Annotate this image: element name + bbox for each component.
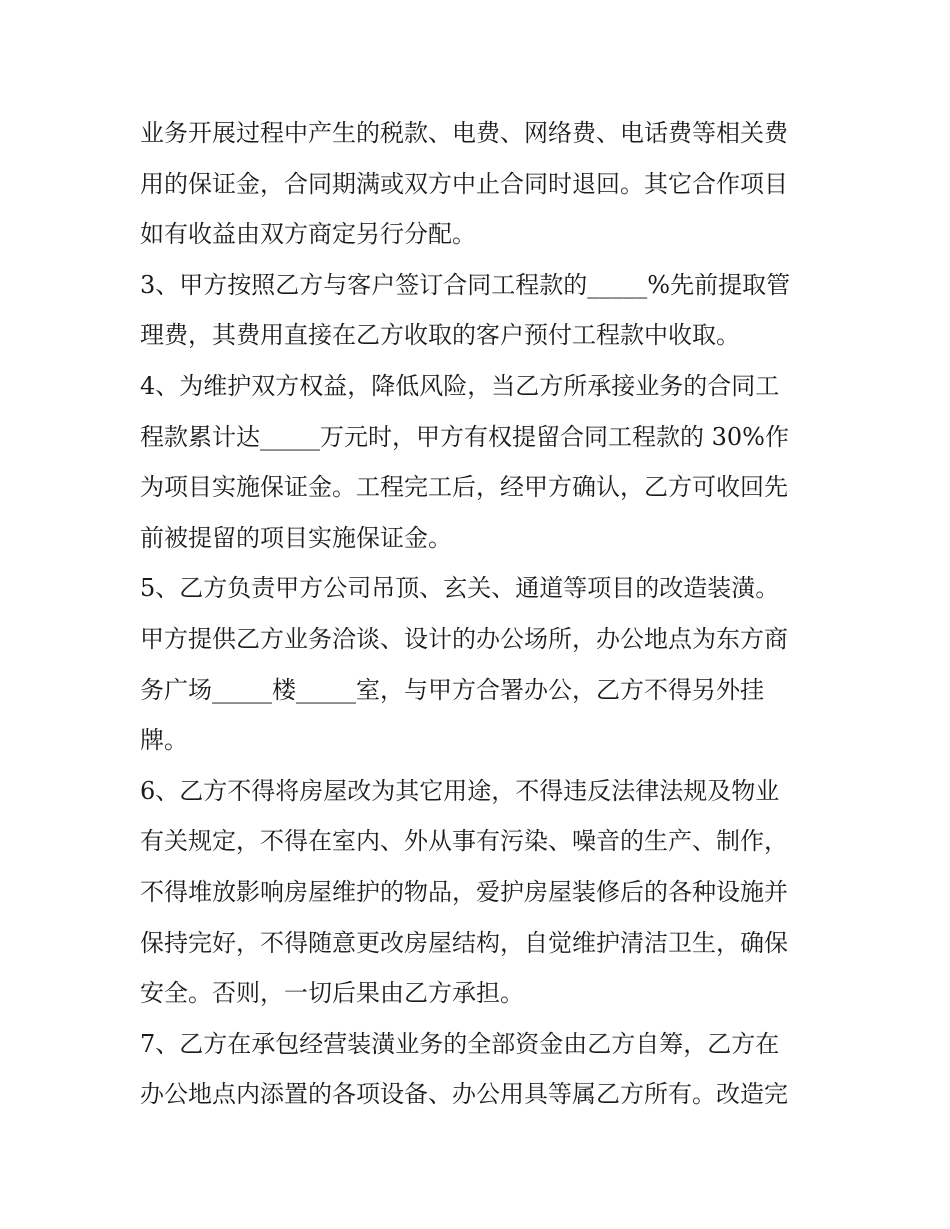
text-line: 为项目实施保证金。工程完工后，经甲方确认，乙方可收回先 xyxy=(140,473,788,502)
clause-6-line: 6、乙方不得将房屋改为其它用途，不得违反法律法规及物业 xyxy=(140,776,780,805)
text-line: 前被提留的项目实施保证金。 xyxy=(140,523,452,552)
text-line: 安全。否则，一切后果由乙方承担。 xyxy=(140,979,524,1008)
clause-4-line: 4、为维护双方权益，降低风险，当乙方所承接业务的合同工 xyxy=(140,371,780,400)
text-line: 用的保证金，合同期满或双方中止合同时退回。其它合作项目 xyxy=(140,169,788,198)
clause-7-line: 7、乙方在承包经营装潢业务的全部资金由乙方自筹，乙方在 xyxy=(140,1029,780,1058)
text-line: 甲方提供乙方业务洽谈、设计的办公场所，办公地点为东方商 xyxy=(140,624,788,653)
text-line: 务广场_____楼_____室，与甲方合署办公，乙方不得另外挂 xyxy=(140,675,764,704)
text-line: 理费，其费用直接在乙方收取的客户预付工程款中收取。 xyxy=(140,321,740,350)
text-line: 如有收益由双方商定另行分配。 xyxy=(140,220,476,249)
clause-5-line: 5、乙方负责甲方公司吊顶、玄关、通道等项目的改造装潢。 xyxy=(140,574,780,603)
text-line: 牌。 xyxy=(140,726,188,755)
text-line: 业务开展过程中产生的税款、电费、网络费、电话费等相关费 xyxy=(140,119,788,147)
text-line: 有关规定，不得在室内、外从事有污染、噪音的生产、制作， xyxy=(140,827,788,856)
text-line: 保持完好，不得随意更改房屋结构，自觉维护清洁卫生，确保 xyxy=(140,928,788,957)
text-line: 不得堆放影响房屋维护的物品，爱护房屋装修后的各种设施并 xyxy=(140,877,788,906)
text-line: 程款累计达_____万元时，甲方有权提留合同工程款的 30%作 xyxy=(140,422,789,451)
text-line: 办公地点内添置的各项设备、办公用具等属乙方所有。改造完 xyxy=(140,1080,788,1109)
contract-body-text xyxy=(140,108,820,1120)
clause-3-line: 3、甲方按照乙方与客户签订合同工程款的_____%先前提取管 xyxy=(140,270,791,299)
